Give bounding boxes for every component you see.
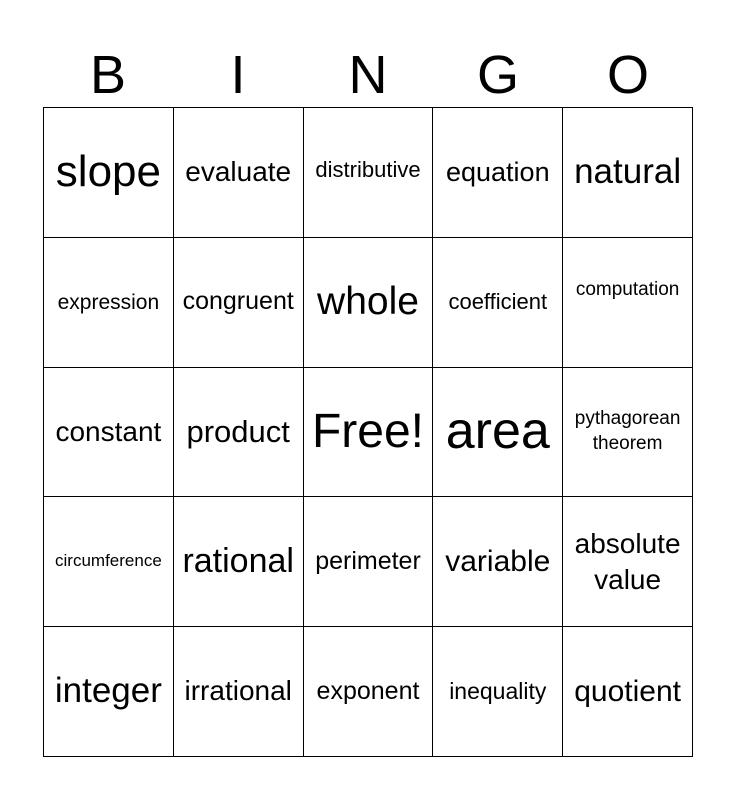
bingo-cell[interactable] bbox=[174, 108, 304, 238]
bingo-cell[interactable] bbox=[433, 108, 563, 238]
bingo-cell-text: constant bbox=[55, 415, 162, 447]
header-letter-i: I bbox=[230, 45, 246, 105]
bingo-cell[interactable] bbox=[44, 497, 174, 627]
bingo-cell[interactable] bbox=[304, 238, 434, 368]
bingo-cell-text: Free! bbox=[311, 404, 424, 458]
bingo-cell[interactable] bbox=[563, 627, 693, 757]
bingo-cell[interactable] bbox=[563, 108, 693, 238]
bingo-cell-text: product bbox=[186, 413, 290, 449]
bingo-cell[interactable] bbox=[44, 368, 174, 498]
bingo-cell-text: irrational bbox=[184, 675, 292, 707]
bingo-cell[interactable] bbox=[174, 627, 304, 757]
bingo-cell-text: variable bbox=[445, 545, 551, 579]
bingo-cell-text: inequality bbox=[449, 677, 547, 704]
bingo-cell-text: exponent bbox=[316, 676, 420, 705]
header-letter-b: B bbox=[89, 45, 127, 105]
bingo-cell-text: coefficient bbox=[448, 289, 548, 315]
bingo-cell-text: expression bbox=[57, 290, 160, 314]
bingo-cell[interactable] bbox=[174, 238, 304, 368]
bingo-cell-text: integer bbox=[54, 671, 162, 711]
bingo-header bbox=[43, 44, 693, 106]
bingo-cell[interactable] bbox=[304, 368, 434, 498]
bingo-cell[interactable] bbox=[44, 108, 174, 238]
bingo-cell-text: natural bbox=[574, 152, 682, 192]
header-letter-g: G bbox=[476, 45, 519, 105]
bingo-cell-text: evaluate bbox=[185, 156, 292, 187]
bingo-cell[interactable] bbox=[433, 368, 563, 498]
bingo-cell-text: pythagorean theorem bbox=[574, 408, 681, 454]
bingo-cell-text: whole bbox=[317, 279, 419, 323]
bingo-cell[interactable] bbox=[433, 627, 563, 757]
bingo-cell[interactable] bbox=[563, 368, 693, 498]
bingo-cell[interactable] bbox=[174, 497, 304, 627]
bingo-cell-text: slope bbox=[55, 147, 161, 197]
bingo-cell[interactable] bbox=[563, 238, 693, 368]
bingo-cell-text: absolute value bbox=[574, 527, 681, 595]
bingo-cell[interactable] bbox=[174, 368, 304, 498]
header-letter-o: O bbox=[606, 45, 649, 105]
bingo-cell[interactable] bbox=[304, 497, 434, 627]
bingo-cell[interactable] bbox=[44, 238, 174, 368]
bingo-cell-text: area bbox=[445, 402, 550, 461]
bingo-cell-text: perimeter bbox=[315, 547, 421, 576]
bingo-cell[interactable] bbox=[433, 497, 563, 627]
header-letter-n: N bbox=[348, 45, 388, 105]
bingo-cell-text: circumference bbox=[55, 551, 162, 571]
bingo-cell-text: equation bbox=[445, 156, 550, 187]
bingo-cell-text: congruent bbox=[182, 287, 294, 316]
bingo-cell-text: rational bbox=[182, 542, 294, 581]
bingo-cell-text: computation bbox=[575, 278, 680, 300]
bingo-cell[interactable] bbox=[563, 497, 693, 627]
bingo-cell[interactable] bbox=[304, 627, 434, 757]
bingo-cell[interactable] bbox=[44, 627, 174, 757]
bingo-cell[interactable] bbox=[433, 238, 563, 368]
bingo-cell-text: distributive bbox=[315, 157, 421, 183]
bingo-cell[interactable] bbox=[304, 108, 434, 238]
bingo-cell-text: quotient bbox=[574, 675, 681, 709]
bingo-card-grid bbox=[43, 107, 693, 757]
